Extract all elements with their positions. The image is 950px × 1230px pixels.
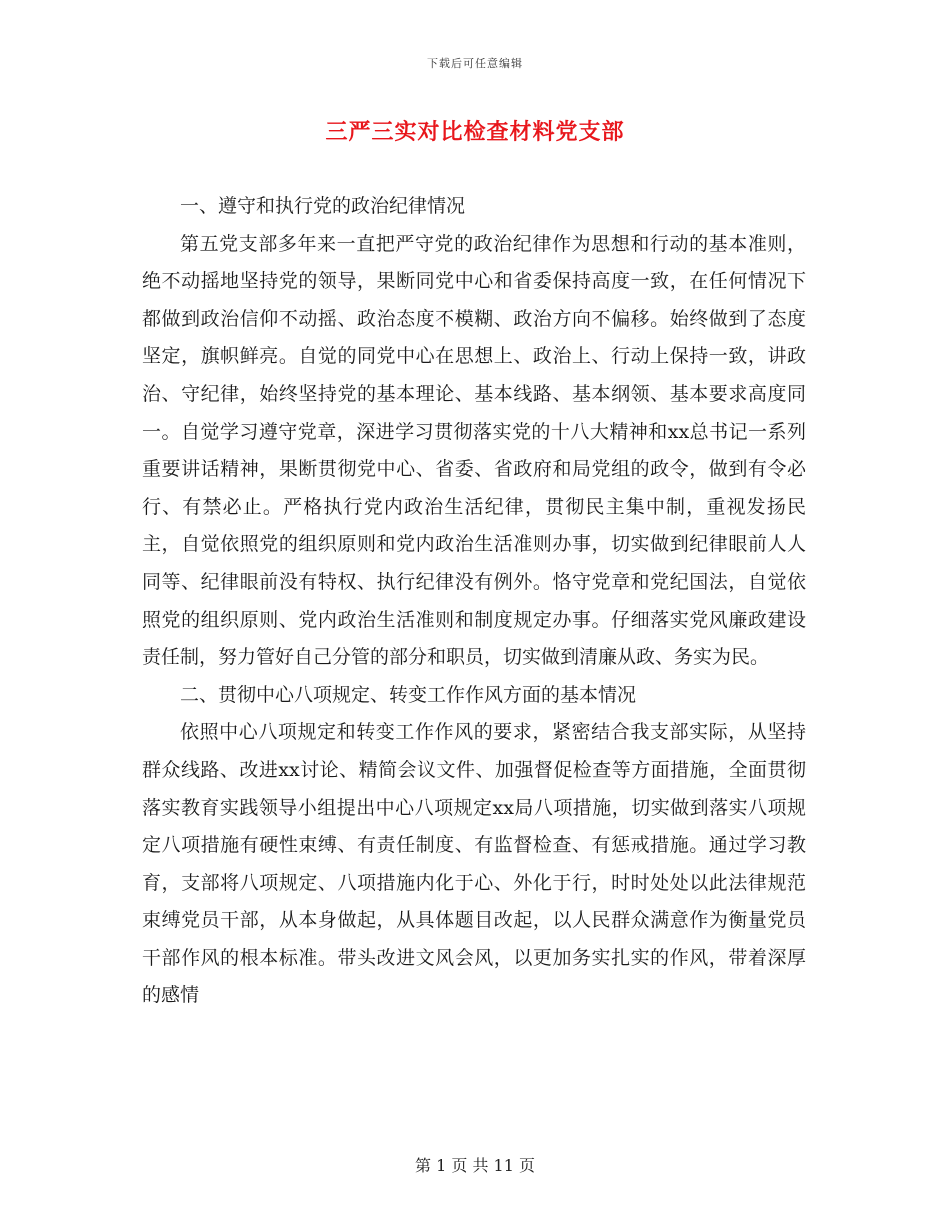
document-title: 三严三实对比检查材料党支部 xyxy=(325,119,625,145)
section-heading-1: 一、遵守和执行党的政治纪律情况 xyxy=(180,195,466,217)
body-paragraph-2: 依照中心八项规定和转变工作作风的要求，紧密结合我支部实际，从坚持群众线路、改进xx讨论、精简会议文件、加强督促检查等方面措施，全面贯彻落实教育实践领导小组提出中心八项规定xx局八项措施，切实做到落实八项规定八项措施有硬性束缚、有责任制度、有监督检查、有惩戒措施。通过学习教育，支部将八项规定、八项措施内化于心、外化于行，时时处处以此法律规范束缚党员干部，从本身做起，从具体题目改起，以人民群众满意作为衡量党员干部作风的根本标准。带头改进文风会风，以更加务实扎实的作风，带着深厚的感情 xyxy=(142,721,806,1007)
document-body xyxy=(142,188,806,1015)
header-note: 下载后可任意编辑 xyxy=(427,57,523,70)
page-number: 第 1 页 共 11 页 xyxy=(415,1156,535,1175)
section-heading-2: 二、贯彻中心八项规定、转变工作作风方面的基本情况 xyxy=(180,683,637,706)
body-paragraph-1: 第五党支部多年来一直把严守党的政治纪律作为思想和行动的基本准则，绝不动摇地坚持党的领导，果断同党中心和省委保持高度一致，在任何情况下都做到政治信仰不动摇、政治态度不模糊、政治方向不偏移。始终做到了态度坚定，旗帜鲜亮。自觉的同党中心在思想上、政治上、行动上保持一致，讲政治、守纪律，始终坚持党的基本理论、基本线路、基本纲领、基本要求高度同一。自觉学习遵守党章，深进学习贯彻落实党的十八大精神和xx总书记一系列重要讲话精神，果断贯彻党中心、省委、省政府和局党组的政令，做到有令必行、有禁必止。严格执行党内政治生活纪律，贯彻民主集中制，重视发扬民主，自觉依照党的组织原则和党内政治生活准则办事，切实做到纪律眼前人人同等、纪律眼前没有特权、执行纪律没有例外。恪守党章和党纪国法，自觉依照党的组织原则、党内政治生活准则和制度规定办事。仔细落实党风廉政建设责任制，努力管好自己分管的部分和职员，切实做到清廉从政、务实为民。 xyxy=(142,232,806,669)
